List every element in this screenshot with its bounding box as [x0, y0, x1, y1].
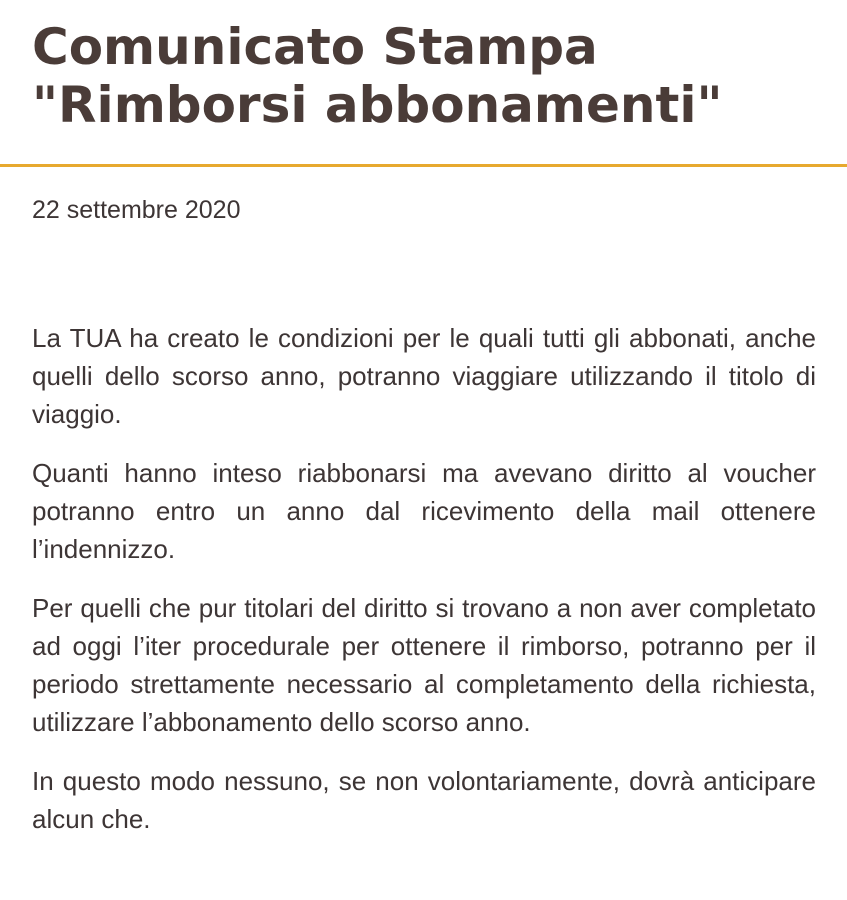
paragraph-3: Per quelli che pur titolari del diritto si trovano a non aver completato ad oggi l’iter procedurale per ottenere il rimborso, potranno per il periodo strettamente necessario al completamento della richiesta, utilizzare l’abbonamento dello scorso anno.: [32, 593, 816, 737]
article-body: [32, 319, 816, 859]
page-title-line-2: "Rimborsi abbonamenti": [32, 76, 723, 134]
title-divider: [0, 164, 847, 167]
paragraph-4: In questo modo nessuno, se non volontariamente, dovrà anticipare alcun che.: [32, 766, 816, 834]
paragraph-1: La TUA ha creato le condizioni per le quali tutti gli abbonati, anche quelli dello scorso anno, potranno viaggiare utilizzando il titolo di viaggio.: [32, 323, 816, 429]
page-title: [32, 18, 822, 134]
paragraph-2: Quanti hanno inteso riabbonarsi ma avevano diritto al voucher potranno entro un anno dal ricevimento della mail ottenere l’indennizzo.: [32, 458, 816, 564]
publication-date: 22 settembre 2020: [32, 196, 241, 224]
page-title-line-1: Comunicato Stampa: [32, 18, 598, 76]
